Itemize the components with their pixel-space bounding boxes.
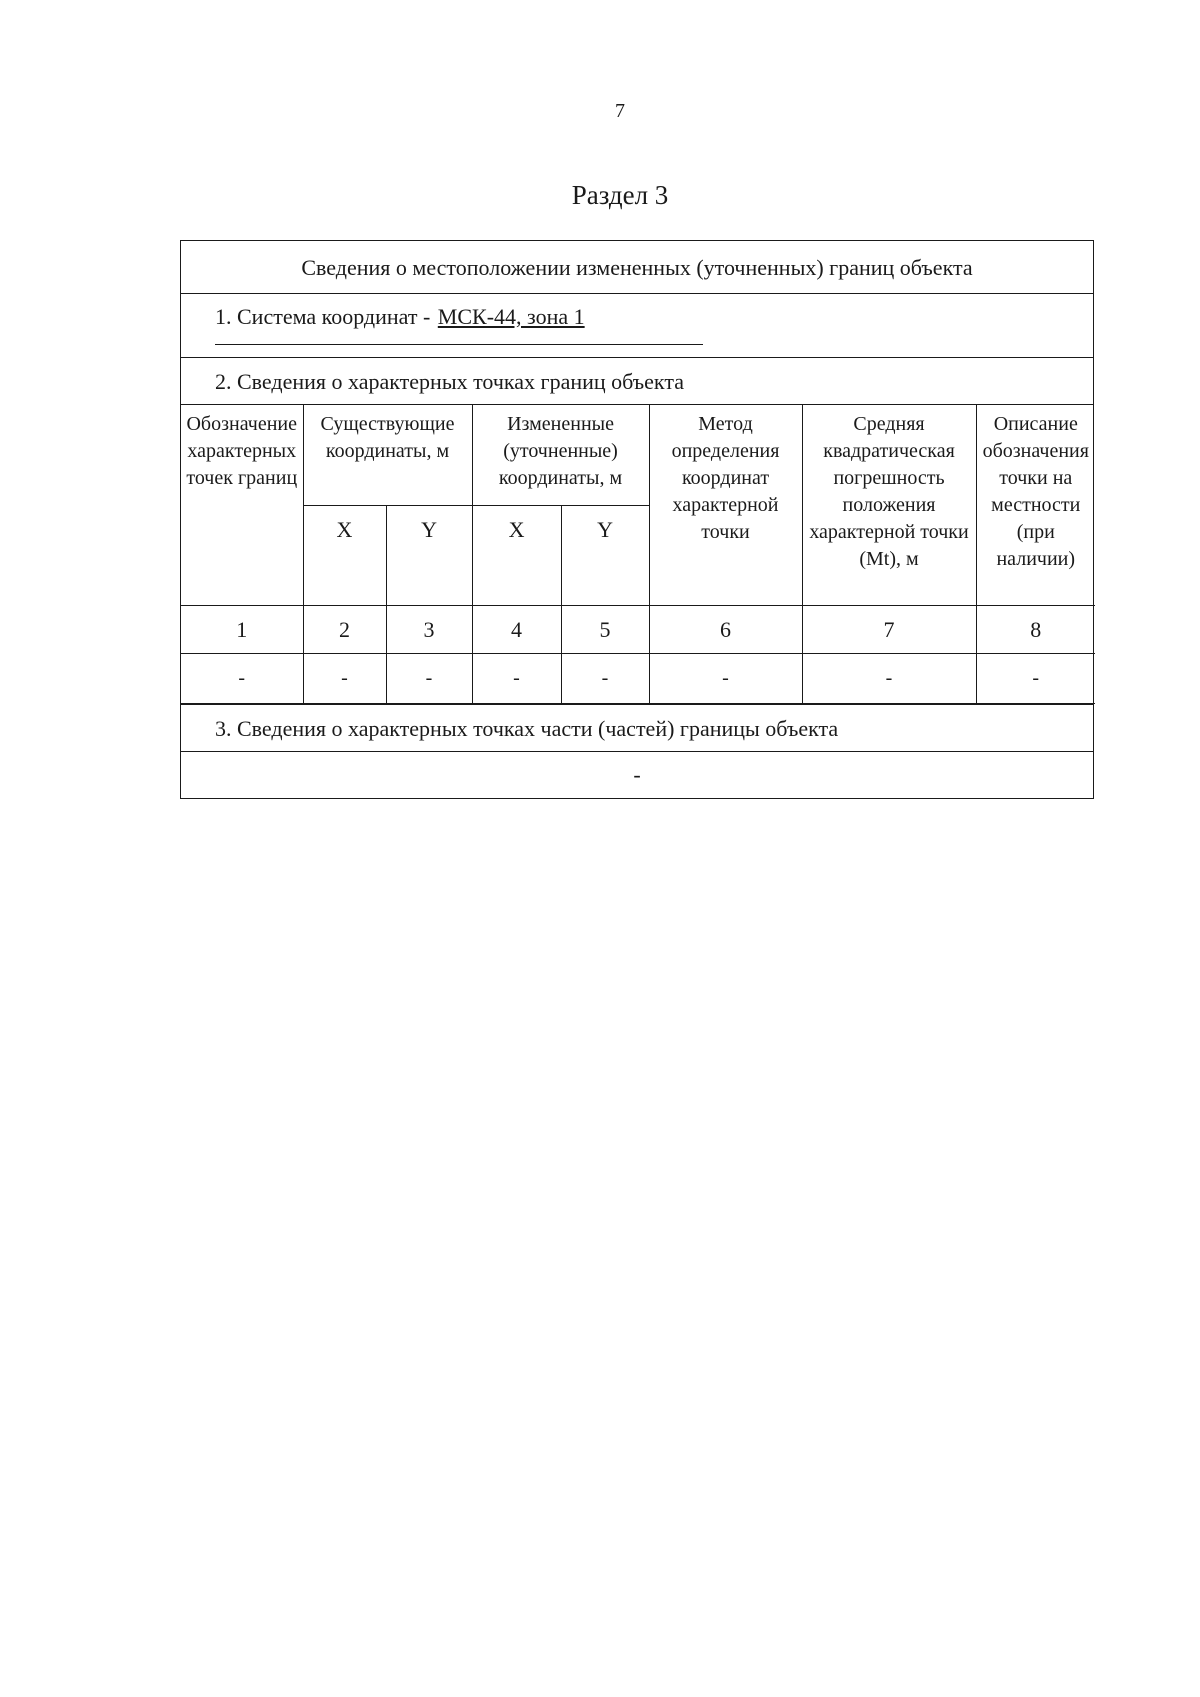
column-number: 4 bbox=[472, 605, 561, 653]
col-description-header: Описание обозначения точки на местности (при наличии) bbox=[976, 405, 1095, 605]
boundary-table bbox=[180, 240, 1094, 799]
table-cell: - bbox=[181, 653, 303, 703]
table-cell: - bbox=[561, 653, 649, 703]
table-row bbox=[181, 653, 1095, 703]
table-cell: - bbox=[386, 653, 472, 703]
points-subheading: 2. Сведения о характерных точках границ объекта bbox=[181, 358, 1093, 405]
col-existing-header: Существующие координаты, м bbox=[303, 405, 472, 505]
column-number: 1 bbox=[181, 605, 303, 653]
table-cell: - bbox=[976, 653, 1095, 703]
column-number: 3 bbox=[386, 605, 472, 653]
table-cell: - bbox=[649, 653, 802, 703]
column-number: 6 bbox=[649, 605, 802, 653]
points-table-wrapper bbox=[181, 405, 1093, 705]
coordinate-system-label: 1. Система координат - bbox=[215, 304, 431, 329]
header-row bbox=[181, 405, 1095, 505]
changed-y-header: Y bbox=[561, 505, 649, 605]
section-title: Раздел 3 bbox=[571, 180, 669, 210]
table-cell: - bbox=[303, 653, 386, 703]
page-number: 7 bbox=[615, 100, 625, 122]
column-number: 2 bbox=[303, 605, 386, 653]
points-table bbox=[181, 405, 1095, 704]
column-number: 7 bbox=[802, 605, 976, 653]
column-number: 8 bbox=[976, 605, 1095, 653]
existing-y-header: Y bbox=[386, 505, 472, 605]
parts-subheading: 3. Сведения о характерных точках части (частей) границы объекта bbox=[181, 705, 1093, 752]
col-method-header: Метод определения координат характерной точки bbox=[649, 405, 802, 605]
coordinate-system-row bbox=[181, 294, 1093, 358]
column-number-row bbox=[181, 605, 1095, 653]
col-designation-header: Обозначение характерных точек границ bbox=[181, 405, 303, 605]
column-number: 5 bbox=[561, 605, 649, 653]
col-error-header: Средняя квадратическая погрешность положения характерной точки (Mt), м bbox=[802, 405, 976, 605]
existing-x-header: X bbox=[303, 505, 386, 605]
underline-divider bbox=[215, 344, 703, 345]
table-cell: - bbox=[802, 653, 976, 703]
parts-value: - bbox=[633, 761, 641, 787]
table-heading: Сведения о местоположении измененных (уточненных) границ объекта bbox=[181, 241, 1093, 294]
table-cell: - bbox=[472, 653, 561, 703]
coordinate-system-value: МСК-44, зона 1 bbox=[437, 304, 585, 329]
col-changed-header: Измененные (уточненные) координаты, м bbox=[472, 405, 649, 505]
changed-x-header: X bbox=[472, 505, 561, 605]
